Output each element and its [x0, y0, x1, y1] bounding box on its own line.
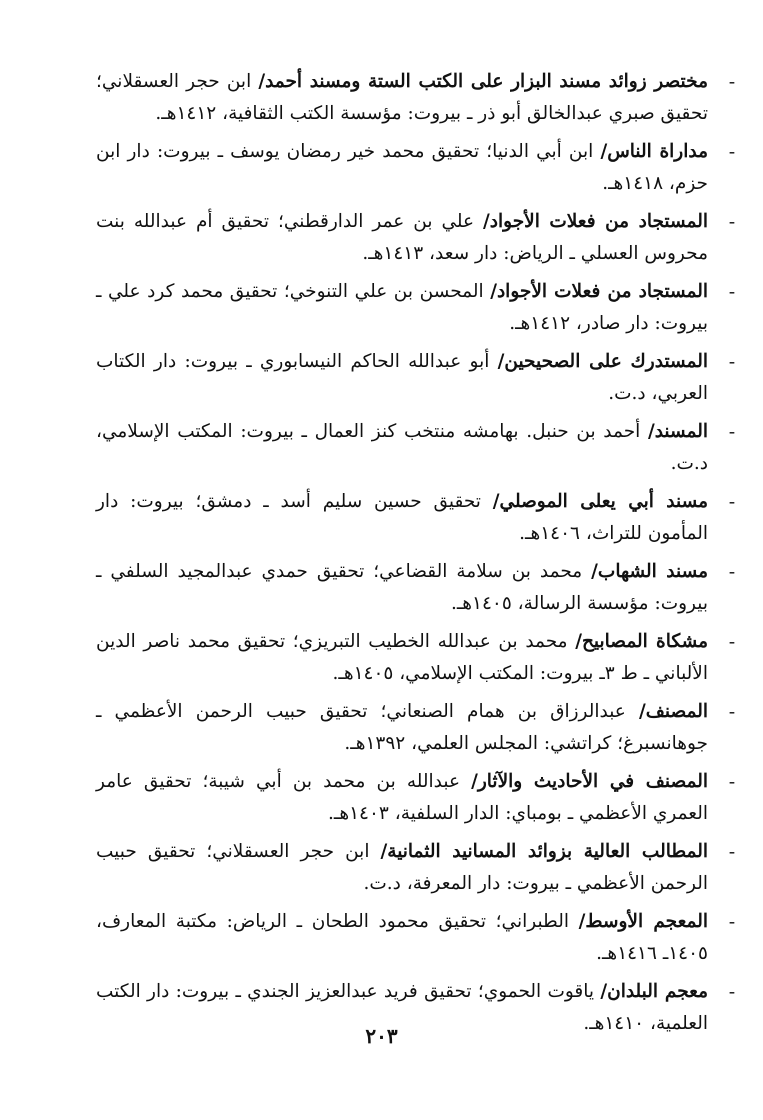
entry-details: أحمد بن حنبل. بهامشه منتخب كنز العمال ـ بيروت: المكتب الإسلامي، د.ت. [96, 421, 708, 474]
bullet: - [728, 631, 736, 653]
bibliography-entry [96, 136, 736, 200]
entry-text [96, 766, 708, 830]
entry-text [96, 626, 708, 690]
entry-title: المصنف/ [638, 701, 708, 722]
entry-text [96, 416, 708, 480]
bibliography-entry [96, 66, 736, 130]
bullet: - [728, 561, 736, 583]
entry-text [96, 486, 708, 550]
bibliography-entry [96, 626, 736, 690]
bullet: - [728, 981, 736, 1003]
bullet: - [728, 351, 736, 373]
bibliography-entry [96, 486, 736, 550]
entry-title: المسند/ [647, 421, 708, 442]
entry-text [96, 66, 708, 130]
entry-text [96, 556, 708, 620]
entry-title: مسند الشهاب/ [591, 561, 708, 582]
bullet: - [728, 701, 736, 723]
entry-details: محمد بن سلامة القضاعي؛ تحقيق حمدي عبدالمجيد السلفي ـ بيروت: مؤسسة الرسالة، ١٤٠٥هـ. [96, 561, 708, 614]
entry-details: تحقيق حسين سليم أسد ـ دمشق؛ بيروت: دار المأمون للتراث، ١٤٠٦هـ. [96, 491, 708, 544]
bullet: - [728, 281, 736, 303]
entry-title: المستجاد من فعلات الأجواد/ [490, 281, 708, 302]
entry-title: معجم البلدان/ [600, 981, 708, 1002]
bibliography-entry [96, 696, 736, 760]
entry-details: عبدالله بن محمد بن أبي شيبة؛ تحقيق عامر العمري الأعظمي ـ بومباي: الدار السلفية، ١٤٠٣هـ. [96, 771, 708, 824]
bullet: - [728, 491, 736, 513]
page-number: ٢٠٣ [365, 1024, 398, 1048]
entry-text [96, 136, 708, 200]
entry-text [96, 836, 708, 900]
entry-text [96, 206, 708, 270]
bibliography-entry [96, 836, 736, 900]
bibliography-entry [96, 766, 736, 830]
bibliography-list [96, 66, 736, 1040]
bibliography-entry [96, 206, 736, 270]
bibliography-entry [96, 556, 736, 620]
entry-text [96, 346, 708, 410]
bullet: - [728, 211, 736, 233]
entry-details: علي بن عمر الدارقطني؛ تحقيق أم عبدالله بنت محروس العسلي ـ الرياض: دار سعد، ١٤١٣هـ. [96, 211, 708, 264]
entry-title: المطالب العالية بزوائد المسانيد الثمانية/ [380, 841, 708, 862]
bullet: - [728, 71, 736, 93]
entry-text [96, 696, 708, 760]
bullet: - [728, 141, 736, 163]
bibliography-entry [96, 276, 736, 340]
bibliography-entry [96, 416, 736, 480]
entry-details: ابن حجر العسقلاني؛ تحقيق حبيب الرحمن الأعظمي ـ بيروت: دار المعرفة، د.ت. [96, 841, 708, 894]
entry-details: المحسن بن علي التنوخي؛ تحقيق محمد كرد علي ـ بيروت: دار صادر، ١٤١٢هـ. [96, 281, 708, 334]
entry-title: مشكاة المصابيح/ [575, 631, 708, 652]
entry-title: المعجم الأوسط/ [578, 911, 708, 932]
entry-title: مسند أبي يعلى الموصلي/ [492, 491, 708, 512]
entry-details: ابن حجر العسقلاني؛ تحقيق صبري عبدالخالق أبو ذر ـ بيروت: مؤسسة الكتب الثقافية، ١٤١٢هـ. [96, 71, 708, 124]
entry-title: المستدرك على الصحيحين/ [497, 351, 709, 372]
bibliography-entry [96, 906, 736, 970]
entry-title: المصنف في الأحاديث والآثار/ [471, 771, 708, 792]
entry-details: عبدالرزاق بن همام الصنعاني؛ تحقيق حبيب الرحمن الأعظمي ـ جوهانسبرغ؛ كراتشي: المجلس العلمي، ١٣٩٢هـ. [96, 701, 708, 754]
entry-details: أبو عبدالله الحاكم النيسابوري ـ بيروت: دار الكتاب العربي، د.ت. [96, 351, 708, 404]
bullet: - [728, 911, 736, 933]
bullet: - [728, 421, 736, 443]
entry-details: الطبراني؛ تحقيق محمود الطحان ـ الرياض: مكتبة المعارف، ١٤٠٥ـ ١٤١٦هـ. [96, 911, 708, 964]
entry-details: ابن أبي الدنيا؛ تحقيق محمد خير رمضان يوسف ـ بيروت: دار ابن حزم، ١٤١٨هـ. [96, 141, 708, 194]
bibliography-entry [96, 346, 736, 410]
entry-title: مختصر زوائد مسند البزار على الكتب الستة ومسند أحمد/ [258, 71, 708, 92]
entry-title: مداراة الناس/ [600, 141, 708, 162]
entry-text [96, 276, 708, 340]
entry-details: محمد بن عبدالله الخطيب التبريزي؛ تحقيق محمد ناصر الدين الألباني ـ ط ٣ـ بيروت: المكتب الإسلامي، ١٤٠٥هـ. [96, 631, 708, 684]
entry-title: المستجاد من فعلات الأجواد/ [483, 211, 708, 232]
entry-text [96, 906, 708, 970]
entry-details: ياقوت الحموي؛ تحقيق فريد عبدالعزيز الجندي ـ بيروت: دار الكتب العلمية، ١٤١٠هـ. [96, 981, 708, 1034]
bullet: - [728, 841, 736, 863]
bullet: - [728, 771, 736, 793]
